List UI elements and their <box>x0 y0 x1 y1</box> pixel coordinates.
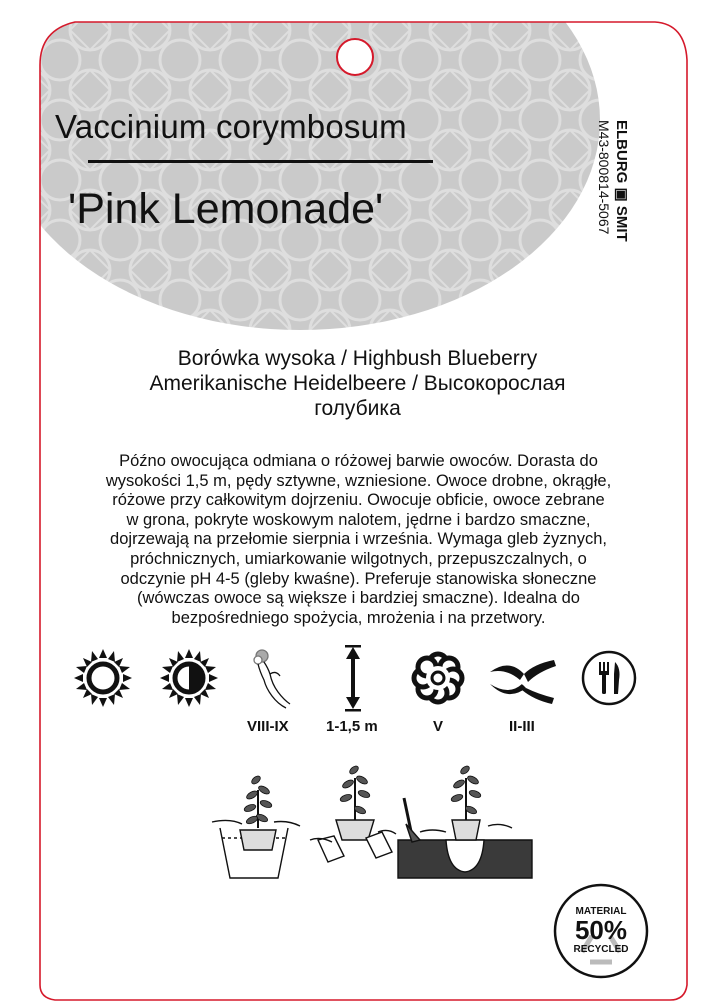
description-line: bezpośredniego spożycia, mrożenia i na przetwory. <box>171 608 546 627</box>
description-line: dojrzewają na przełomie sierpnia i września. Wymaga gleb żyznych, <box>110 530 607 549</box>
latin-name: Vaccinium corymbosum <box>55 108 407 145</box>
description-line: Późno owocująca odmiana o różowej barwie owoców. Dorasta do <box>119 452 598 470</box>
description-line: (wówczas owoce są większe i bardziej smaczne). Idealna do <box>137 589 580 608</box>
product-code: M43-800814-5067 <box>596 120 612 235</box>
common-name-line: голубика <box>314 397 401 420</box>
flowering-month-label: V <box>433 718 444 735</box>
badge-material-text: MATERIAL <box>575 906 627 917</box>
plant-in-soil-icon <box>398 764 532 878</box>
description-line: wysokości 1,5 m, pędy sztywne, wzniesione. Owoce drobne, okrągłe, <box>105 471 612 490</box>
description-line: różowe przy całkowitym dojrzeniu. Owocuje obficie, owoce zebrane <box>112 491 605 510</box>
common-name-line: Borówka wysoka / Highbush Blueberry <box>177 347 538 370</box>
badge-percent-text: 50% <box>574 915 628 945</box>
description-line: odczynie pH 4-5 (gleby kwaśne). Preferuje stanowiska słoneczne <box>120 569 597 588</box>
brand-logo: ELBURG ▣ SMIT <box>613 120 630 242</box>
height-label: 1-1,5 m <box>326 718 378 735</box>
remove-pot-icon <box>310 764 396 862</box>
pruning-months-label: II-III <box>509 718 535 735</box>
cultivar-name: 'Pink Lemonade' <box>68 185 384 233</box>
badge-recycled-text: RECYCLED <box>573 944 629 955</box>
harvest-months-label: VIII-IX <box>247 718 289 735</box>
soak-pot-icon <box>212 774 300 878</box>
common-name-line: Amerikanische Heidelbeere / Высокорослая <box>149 372 566 395</box>
description-line: próchnicznych, umiarkowanie wilgotnych, przepuszczalnych, o <box>130 549 587 568</box>
description-line: w grona, pokryte woskowym nalotem, jędrne i bardzo smaczne, <box>126 510 591 529</box>
